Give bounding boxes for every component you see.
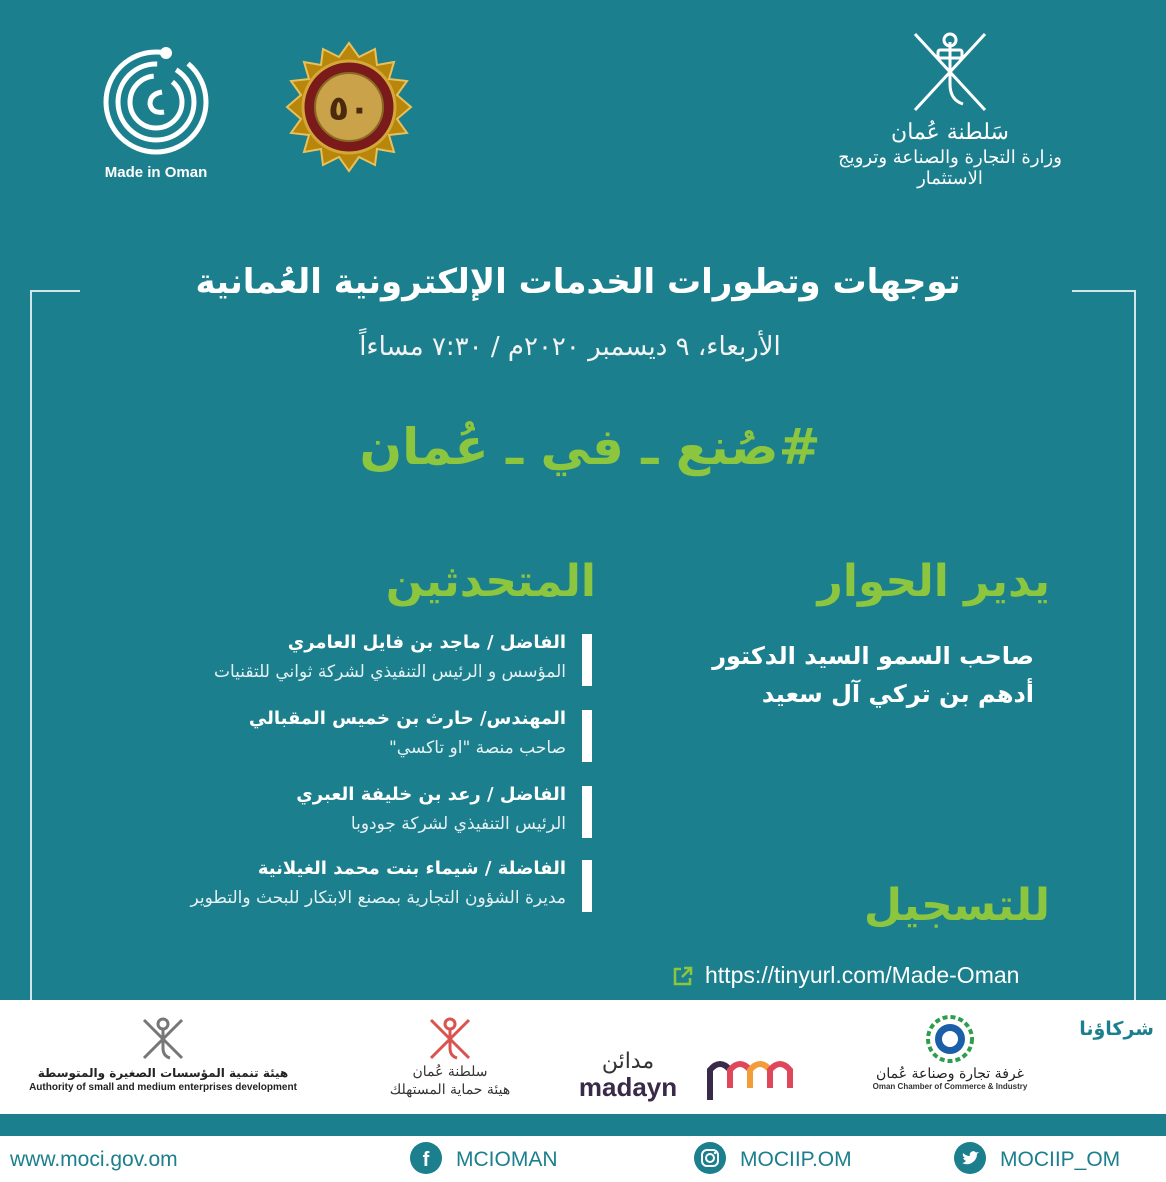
moderator-title: صاحب السمو السيد الدكتور (712, 642, 1034, 670)
twitter-icon (954, 1142, 986, 1174)
instagram-icon (694, 1142, 726, 1174)
event-datetime: الأربعاء، ٩ ديسمبر ٢٠٢٠م / ٧:٣٠ مساءاً (359, 332, 781, 362)
registration-heading: للتسجيل (863, 880, 1050, 931)
ministry-name-line2: وزارة التجارة والصناعة وترويج الاستثمار (838, 147, 1062, 189)
frame-line-top-right (1072, 290, 1136, 292)
speaker-bar (582, 860, 592, 912)
facebook-handle[interactable]: MCIOMAN (456, 1148, 558, 1171)
speaker-name: الفاضل / رعد بن خليفة العبري (296, 784, 566, 805)
moderator-name: أدهم بن تركي آل سعيد (761, 680, 1034, 708)
speaker-name: الفاضلة / شيماء بنت محمد الغيلانية (257, 858, 566, 879)
facebook-icon (410, 1142, 442, 1174)
speaker-bar (582, 634, 592, 686)
speaker-name: المهندس/ حارث بن خميس المقبالي (248, 708, 566, 729)
speaker-role: مديرة الشؤون التجارية بمصنع الابتكار للبحث والتطوير (190, 888, 566, 908)
frame-line-left (30, 290, 32, 1000)
svg-text:f: f (422, 1149, 430, 1171)
madayn-name-en: madayn (580, 1072, 678, 1102)
sme-name-en: Authority of small and medium enterprises development (29, 1082, 297, 1093)
speaker-item (100, 632, 592, 692)
website-link[interactable]: www.moci.gov.om (10, 1148, 178, 1171)
speaker-bar (582, 786, 592, 838)
moderator-heading: يدير الحوار (817, 556, 1050, 607)
ministry-name-line1: سَلطنة عُمان (891, 120, 1009, 145)
event-title: توجهات وتطورات الخدمات الإلكترونية العُمانية (195, 262, 961, 302)
made-in-oman-icon (100, 44, 212, 156)
twitter-handle[interactable]: MOCIIP_OM (1000, 1148, 1121, 1171)
ministry-logo (820, 24, 1080, 194)
anniversary-50-emblem (282, 40, 416, 174)
speaker-bar (582, 710, 592, 762)
partners-strip (0, 1000, 1166, 1114)
instagram-handle[interactable]: MOCIIP.OM (740, 1148, 852, 1171)
chamber-gear-icon (919, 1014, 981, 1064)
speaker-role: صاحب منصة "او تاكسي" (388, 738, 566, 758)
event-hashtag: #صُنع ـ في ـ عُمان (359, 418, 821, 476)
speaker-role: الرئيس التنفيذي لشركة جودوبا (350, 814, 566, 834)
madayn-name-ar: مدائن (601, 1049, 655, 1074)
anniversary-number: ٥٠ (328, 89, 370, 129)
sme-name-ar: هيئة تنمية المؤسسات الصغيرة والمتوسطة (37, 1066, 289, 1080)
speaker-name: الفاضل / ماجد بن فايل العامري (287, 632, 566, 653)
speaker-item (100, 708, 592, 768)
partners-heading: شركاؤنا (1079, 1018, 1154, 1040)
speaker-role: المؤسس و الرئيس التنفيذي لشركة ثواني للتقنيات (213, 662, 566, 682)
chamber-name-ar: غرفة تجارة وصناعة عُمان (876, 1066, 1024, 1082)
consumer-protection-logo (360, 1014, 540, 1098)
frame-line-top-left (30, 290, 80, 292)
made-in-oman-logo (96, 44, 216, 189)
external-link-icon (672, 965, 694, 987)
chamber-name-en: Oman Chamber of Commerce & Industry (872, 1082, 1028, 1091)
speaker-item (100, 858, 592, 918)
oman-khanjar-emblem-icon (905, 24, 995, 116)
khanjar-gray-icon (138, 1014, 188, 1062)
chamber-of-commerce-logo (850, 1014, 1050, 1091)
frame-line-right (1134, 290, 1136, 1000)
footer (0, 1136, 1166, 1182)
khanjar-red-icon (425, 1014, 475, 1062)
madayn-mark-icon (710, 1064, 790, 1100)
registration-link[interactable] (672, 962, 1052, 992)
sme-authority-logo (8, 1014, 318, 1093)
cpa-name-line1: سلطنة عُمان (412, 1064, 488, 1080)
speakers-heading: المتحدثين (385, 556, 596, 607)
footer-divider (0, 1114, 1166, 1136)
made-in-oman-caption: Made in Oman (104, 164, 208, 181)
registration-url[interactable]: https://tinyurl.com/Made-Oman (705, 962, 1020, 988)
speaker-item (100, 784, 592, 844)
madayn-logo (580, 1040, 800, 1108)
cpa-name-line2: هيئة حماية المستهلك (389, 1082, 511, 1098)
